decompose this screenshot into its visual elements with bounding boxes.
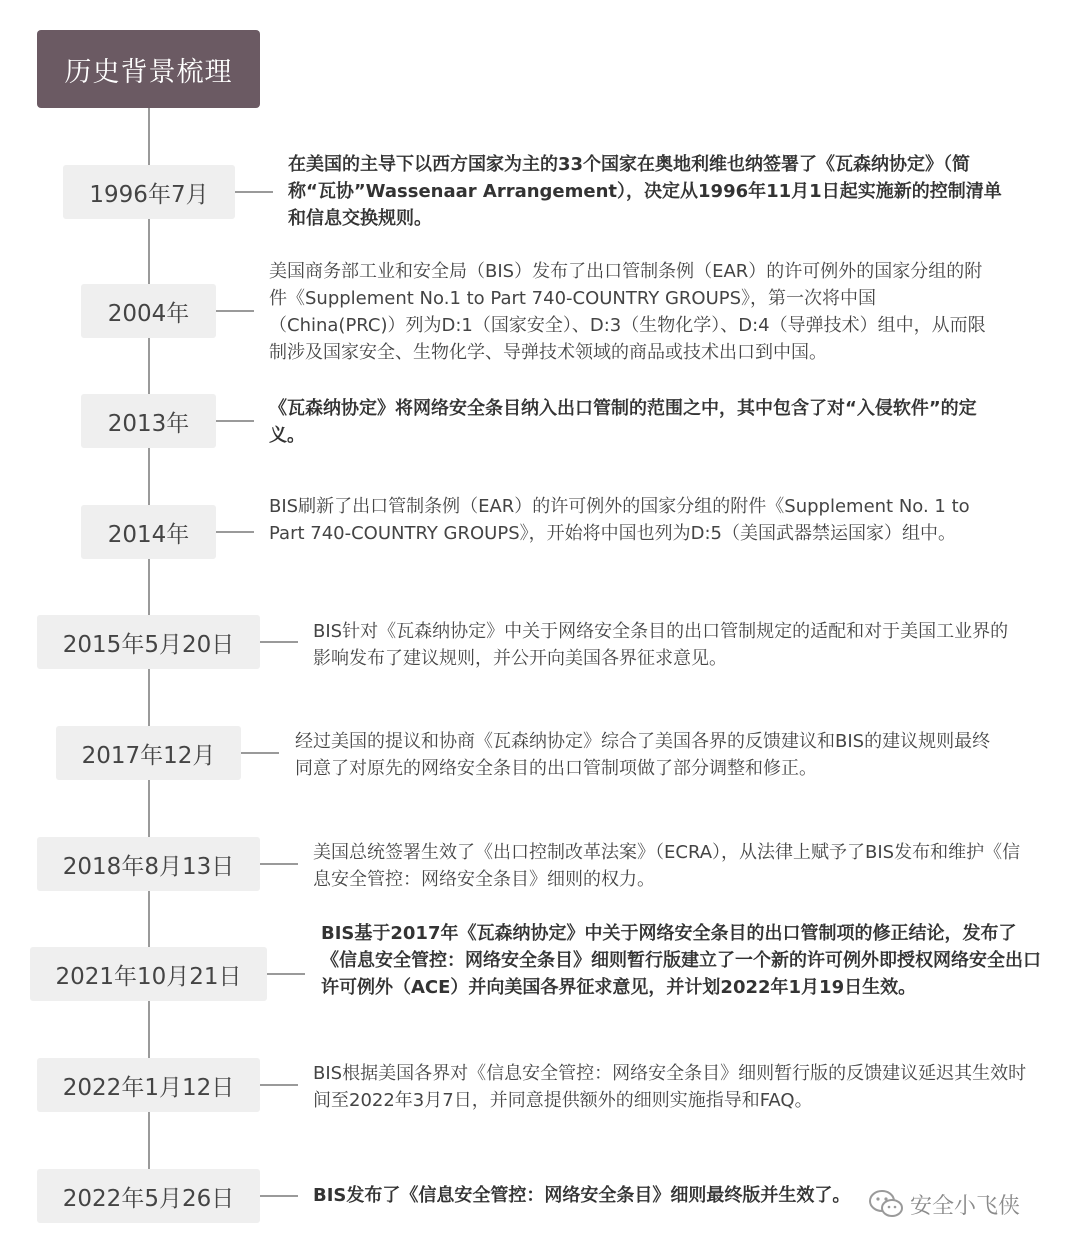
connector-1996-07	[235, 191, 273, 193]
date-2014: 2014年	[81, 505, 216, 559]
connector-2018-08-13	[260, 863, 298, 865]
date-2021-10-21: 2021年10月21日	[30, 947, 267, 1001]
event-text-1996-07: 在美国的主导下以西方国家为主的33个国家在奥地利维也纳签署了《瓦森纳协定》（简称“瓦协”Wassenaar Arrangement），决定从1996年11月1日起实施新的控制清单和信息交换规则。	[288, 154, 1002, 229]
connector-2015-05-20	[260, 641, 298, 643]
connector-2013	[216, 420, 254, 422]
event-text-2014: BIS刷新了出口管制条例（EAR）的许可例外的国家分组的附件《Supplement No. 1 to Part 740-COUNTRY GROUPS》，开始将中国也列为D:5（美国武器禁运国家）组中。	[269, 496, 970, 544]
date-2022-05-26: 2022年5月26日	[37, 1169, 260, 1223]
connector-2014	[216, 531, 254, 533]
watermark-text: 安全小飞侠	[910, 1193, 1021, 1219]
date-1996-07: 1996年7月	[63, 165, 235, 219]
event-text-2004: 美国商务部工业和安全局（BIS）发布了出口管制条例（EAR）的许可例外的国家分组的附件《Supplement No.1 to Part 740-COUNTRY GROUPS》，第一次将中国（China(PRC)）列为D:1（国家安全）、D:3（生物化学）、D:4（导弹技术）组中，从而限制涉及国家安全、生物化学、导弹技术领域的商品或技术出口到中国。	[269, 261, 986, 363]
event-text-2022-01-12: BIS根据美国各界对《信息安全管控：网络安全条目》细则暂行版的反馈建议延迟其生效时间至2022年3月7日，并同意提供额外的细则实施指导和FAQ。	[313, 1063, 1027, 1111]
connector-2021-10-21	[267, 973, 305, 975]
event-text-2017-12: 经过美国的提议和协商《瓦森纳协定》综合了美国各界的反馈建议和BIS的建议规则最终同意了对原先的网络安全条目的出口管制项做了部分调整和修正。	[295, 731, 991, 779]
connector-2022-05-26	[260, 1195, 298, 1197]
event-text-2015-05-20: BIS针对《瓦森纳协定》中关于网络安全条目的出口管制规定的适配和对于美国工业界的影响发布了建议规则，并公开向美国各界征求意见。	[313, 621, 1009, 669]
date-2004: 2004年	[81, 284, 216, 338]
watermark	[868, 1186, 1020, 1222]
event-text-2022-05-26: BIS发布了《信息安全管控：网络安全条目》细则最终版并生效了。	[313, 1185, 851, 1206]
connector-2022-01-12	[260, 1084, 298, 1086]
connector-2004	[216, 310, 254, 312]
wechat-icon	[868, 1189, 904, 1219]
timeline-title: 历史背景梳理	[37, 30, 260, 108]
connector-2017-12	[241, 752, 279, 754]
date-2017-12: 2017年12月	[56, 726, 241, 780]
date-2022-01-12: 2022年1月12日	[37, 1058, 260, 1112]
event-text-2013: 《瓦森纳协定》将网络安全条目纳入出口管制的范围之中，其中包含了对“入侵软件”的定义。	[269, 398, 977, 446]
event-text-2021-10-21: BIS基于2017年《瓦森纳协定》中关于网络安全条目的出口管制项的修正结论，发布了《信息安全管控：网络安全条目》细则暂行版建立了一个新的许可例外即授权网络安全出口许可例外（ACE）并向美国各界征求意见，并计划2022年1月19日生效。	[321, 923, 1041, 998]
date-2015-05-20: 2015年5月20日	[37, 615, 260, 669]
date-2013: 2013年	[81, 394, 216, 448]
event-text-2018-08-13: 美国总统签署生效了《出口控制改革法案》（ECRA），从法律上赋予了BIS发布和维护《信息安全管控：网络安全条目》细则的权力。	[313, 842, 1021, 890]
date-2018-08-13: 2018年8月13日	[37, 837, 260, 891]
